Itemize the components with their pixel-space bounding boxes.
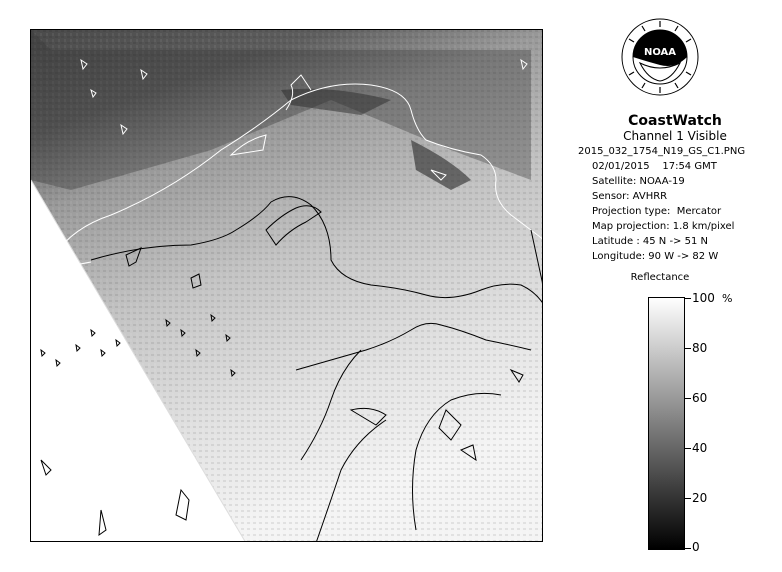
colorbar-tick-label: 80 xyxy=(692,341,708,355)
legend-title: Reflectance xyxy=(630,272,690,283)
noaa-logo-icon xyxy=(620,17,700,97)
longitude-label: Longitude: 90 W -> 82 W xyxy=(592,251,719,262)
colorbar-tick-label: 100 xyxy=(692,291,715,305)
filename-label: 2015_032_1754_N19_GS_C1.PNG xyxy=(578,146,746,157)
legend-unit: % xyxy=(722,292,733,305)
colorbar-tick xyxy=(685,398,691,399)
colorbar-tick xyxy=(685,498,691,499)
colorbar-tick xyxy=(685,298,691,299)
satellite-image-svg xyxy=(31,30,543,542)
colorbar-tick-label: 40 xyxy=(692,441,708,455)
page-title: CoastWatch xyxy=(628,113,722,129)
datetime-label: 02/01/2015 17:54 GMT xyxy=(592,161,717,172)
colorbar-tick-label: 0 xyxy=(692,540,700,554)
channel-label: Channel 1 Visible xyxy=(623,129,727,143)
noaa-logo xyxy=(620,17,700,97)
colorbar-tick-label: 20 xyxy=(692,491,708,505)
colorbar-tick xyxy=(685,548,691,549)
sensor-label: Sensor: AVHRR xyxy=(592,191,668,202)
satellite-image xyxy=(30,29,543,542)
map-projection-label: Map projection: 1.8 km/pixel xyxy=(592,221,735,232)
svg-text:NOAA: NOAA xyxy=(643,47,677,58)
latitude-label: Latitude : 45 N -> 51 N xyxy=(592,236,708,247)
colorbar-tick-label: 60 xyxy=(692,391,708,405)
colorbar-tick xyxy=(685,348,691,349)
projection-type-label: Projection type: Mercator xyxy=(592,206,722,217)
satellite-label: Satellite: NOAA-19 xyxy=(592,176,685,187)
colorbar xyxy=(648,297,685,550)
colorbar-tick xyxy=(685,448,691,449)
